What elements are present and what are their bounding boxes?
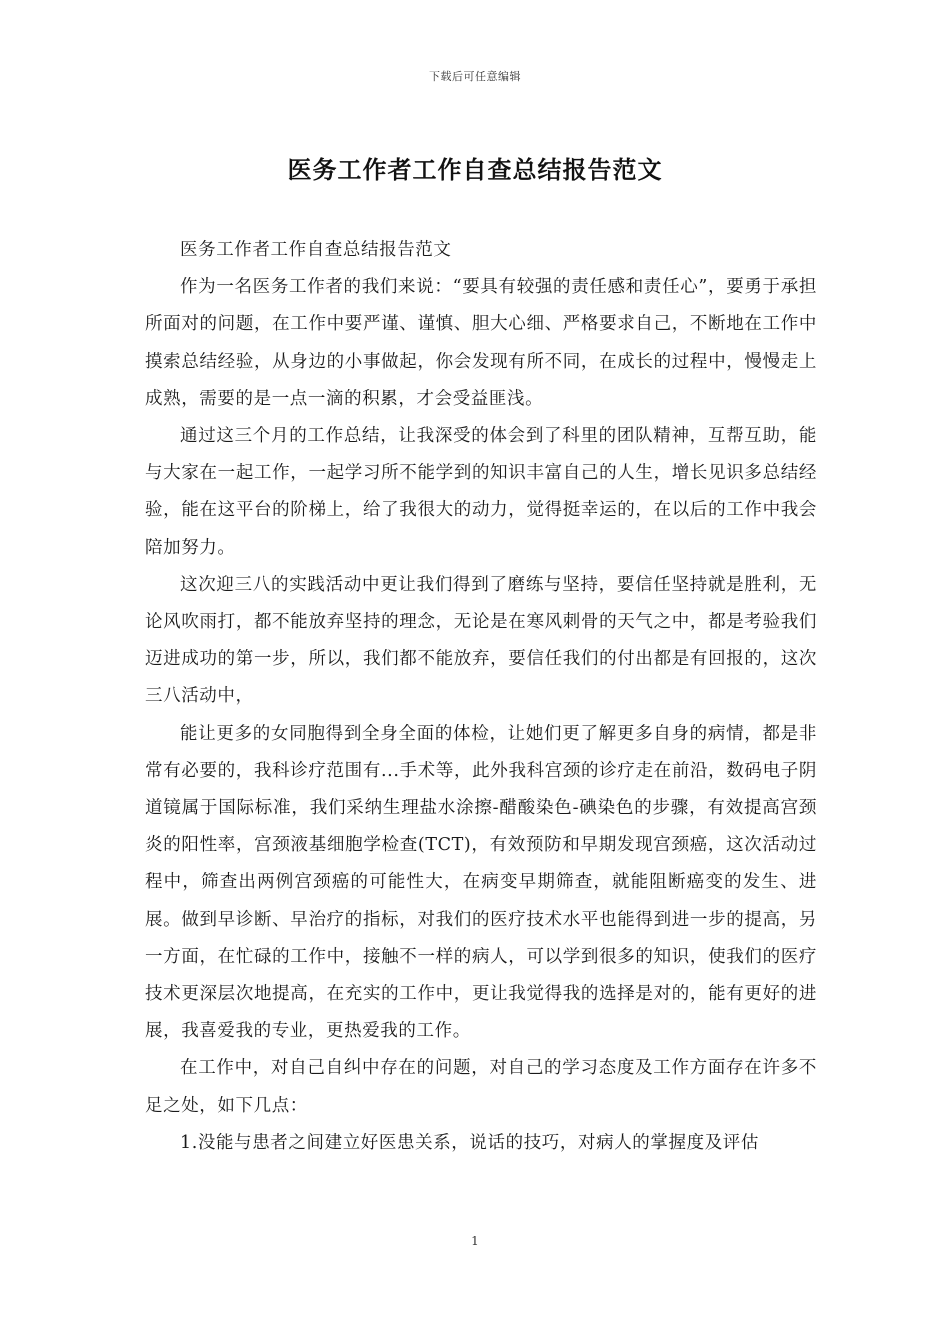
paragraph: 在工作中，对自己自纠中存在的问题，对自己的学习态度及工作方面存在许多不足之处，如下几点： — [145, 1058, 817, 1116]
paragraph-subtitle: 医务工作者工作自查总结报告范文 — [180, 240, 452, 260]
document-title: 医务工作者工作自查总结报告范文 — [287, 156, 663, 184]
paragraph: 通过这三个月的工作总结，让我深受的体会到了科里的团队精神，互帮互助，能与大家在一起工作，一起学习所不能学到的知识丰富自己的人生，增长见识多总结经验，能在这平台的阶梯上，给了我很大的动力，觉得挺幸运的，在以后的工作中我会陪加努力。 — [145, 426, 817, 558]
paragraph: 作为一名医务工作者的我们来说：“要具有较强的责任感和责任心”，要勇于承担所面对的问题，在工作中要严谨、谨慎、胆大心细、严格要求自己，不断地在工作中摸索总结经验，从身边的小事做起，你会发现有所不同，在成长的过程中，慢慢走上成熟，需要的是一点一滴的积累，才会受益匪浅。 — [145, 277, 817, 409]
paragraph: 这次迎三八的实践活动中更让我们得到了磨练与坚持，要信任坚持就是胜利，无论风吹雨打，都不能放弃坚持的理念，无论是在寒风刺骨的天气之中，都是考验我们迈进成功的第一步，所以，我们都不能放弃，要信任我们的付出都是有回报的，这次三八活动中， — [145, 574, 817, 707]
list-item: 1.没能与患者之间建立好医患关系，说话的技巧，对病人的掌握度及评估 — [180, 1132, 759, 1153]
page-number: 1 — [471, 1234, 479, 1248]
header-note: 下载后可任意编辑 — [429, 70, 521, 83]
paragraph: 能让更多的女同胞得到全身全面的体检，让她们更了解更多自身的病情，都是非常有必要的，我科诊疗范围有...手术等，此外我科宫颈的诊疗走在前沿，数码电子阴道镜属于国际标准，我们采纳生理盐水涂擦-醋酸染色-碘染色的步骤，有效提高宫颈炎的阳性率，宫颈液基细胞学检查(TCT)，有效预防和早期发现宫颈癌，这次活动过程中，筛查出两例宫颈癌的可能性大，在病变早期筛查，就能阻断癌变的发生、进展。做到早诊断、早治疗的指标，对我们的医疗技术水平也能得到进一步的提高，另一方面，在忙碌的工作中，接触不一样的病人，可以学到很多的知识，使我们的医疗技术更深层次地提高，在充实的工作中，更让我觉得我的选择是对的，能有更好的进展，我喜爱我的专业，更热爱我的工作。 — [145, 723, 817, 1042]
document-body — [145, 232, 817, 1162]
